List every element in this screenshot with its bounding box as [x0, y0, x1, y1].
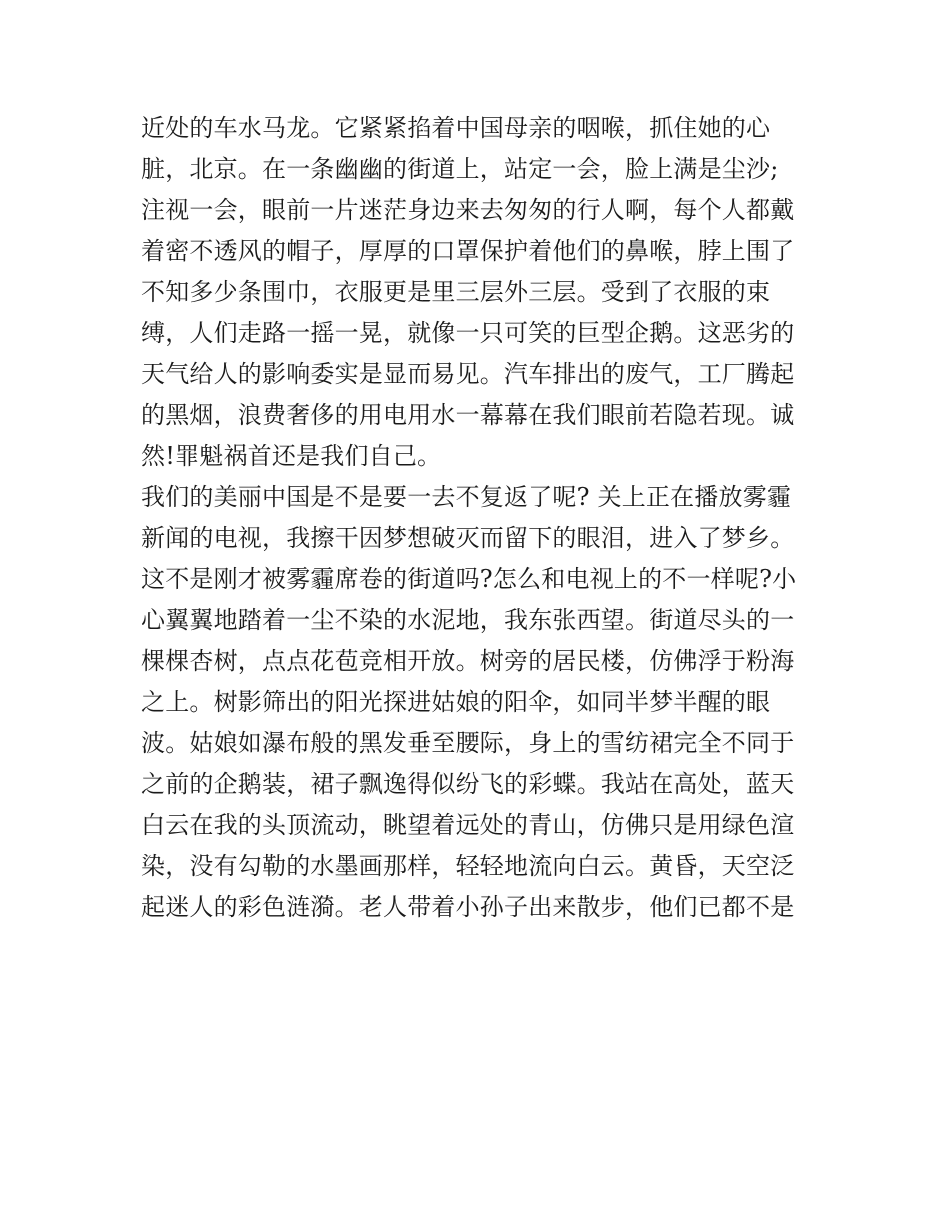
text-line: 染，没有勾勒的水墨画那样，轻轻地流向白云。黄昏，天空泛	[141, 852, 795, 880]
text-line: 之上。树影筛出的阳光探进姑娘的阳伞，如同半梦半醒的眼	[141, 688, 771, 716]
text-line: 白云在我的头顶流动，眺望着远处的青山，仿佛只是用绿色渲	[141, 811, 795, 839]
text-line: 的黑烟，浪费奢侈的用电用水一幕幕在我们眼前若隐若现。诚	[141, 401, 795, 429]
body-text	[141, 108, 821, 928]
text-line: 棵棵杏树，点点花苞竞相开放。树旁的居民楼，仿佛浮于粉海	[141, 647, 795, 675]
text-line: 心翼翼地踏着一尘不染的水泥地，我东张西望。街道尽头的一	[141, 606, 795, 634]
text-line: 近处的车水马龙。它紧紧掐着中国母亲的咽喉，抓住她的心	[141, 114, 771, 142]
text-line: 我们的美丽中国是不是要一去不复返了呢? 关上正在播放雾霾	[141, 483, 792, 511]
text-line: 之前的企鹅装，裙子飘逸得似纷飞的彩蝶。我站在高处，蓝天	[141, 770, 795, 798]
text-line: 这不是刚才被雾霾席卷的街道吗?怎么和电视上的不一样呢?小	[141, 565, 797, 593]
text-line: 然!罪魁祸首还是我们自己。	[141, 442, 442, 470]
text-line: 着密不透风的帽子，厚厚的口罩保护着他们的鼻喉，脖上围了	[141, 237, 795, 265]
text-line: 注视一会，眼前一片迷茫身边来去匆匆的行人啊，每个人都戴	[141, 196, 795, 224]
text-line: 新闻的电视，我擦干因梦想破灭而留下的眼泪，进入了梦乡。	[141, 524, 795, 552]
text-line: 不知多少条围巾，衣服更是里三层外三层。受到了衣服的束	[141, 278, 771, 306]
text-line: 脏，北京。在一条幽幽的街道上，站定一会，脸上满是尘沙;	[141, 155, 779, 183]
text-line: 波。姑娘如瀑布般的黑发垂至腰际，身上的雪纺裙完全不同于	[141, 729, 795, 757]
text-line: 天气给人的影响委实是显而易见。汽车排出的废气，工厂腾起	[141, 360, 795, 388]
text-line: 缚，人们走路一摇一晃，就像一只可笑的巨型企鹅。这恶劣的	[141, 319, 795, 347]
text-line: 起迷人的彩色涟漪。老人带着小孙子出来散步，他们已都不是	[141, 893, 795, 921]
